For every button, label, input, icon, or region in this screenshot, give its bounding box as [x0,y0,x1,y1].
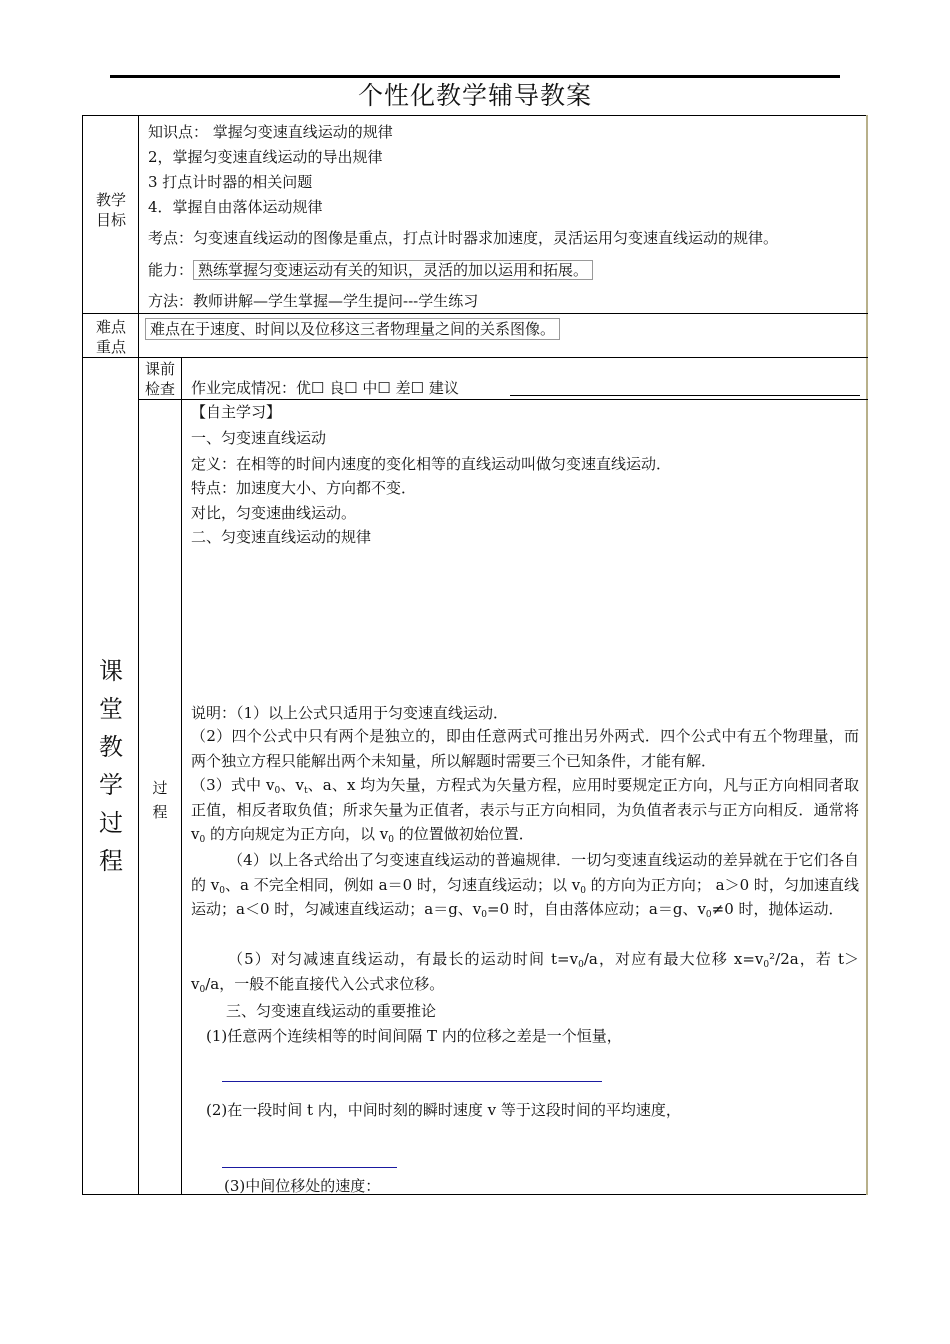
exam-point: 考点：匀变速直线运动的图像是重点，打点计时器求加速度，灵活运用匀变速直线运动的规律。 [148,229,779,247]
homework-status: 作业完成情况：优☐ 良☐ 中☐ 差☐ 建议 [191,379,459,397]
note-5: （5）对匀减速直线运动，有最长的运动时间 $t=v_0/a$，对应有最大位移 $x=v_0^2/2a$，若 $t>v_0/a$，一般不能直接代入公式求位移。 [191,950,859,995]
contrast-text: 对比，匀变速曲线运动。 [191,504,357,522]
row-divider [82,313,868,314]
method-line: 方法：教师讲解—学生掌握—学生提问---学生练习 [148,292,479,310]
column-divider [181,357,182,1195]
answer-line [222,1081,602,1082]
note-2: （2）四个公式中只有两个是独立的，即由任意两式可推出另外两式．四个公式中有五个物理量，而两个独立方程只能解出两个未知量，所以解题时需要三个已知条件，才能有解． [191,727,859,770]
note-4: （4）以上各式给出了匀变速直线运动的普遍规律．一切匀变速直线运动的差异就在于它们各自的 $v_0$、a 不完全相同，例如 a＝0 时，匀速直线运动；以 $v_0$ 的方向为正方向； a＞0 时，匀加速直线运动；a＜0 时，匀减速直线运动；a＝g、$v_0=0$ 时，自由落体应动；a＝g、$v_0\ne 0$ 时，抛体运动． [191,851,859,920]
note-3: （3）式中 $v_0$、$v_t$、a、x 均为矢量，方程式为矢量方程，应用时要规定正方向，凡与正方向相同者取正值，相反者取负值；所求矢量为正值者，表示与正方向相同，为负值者表示与正方向相反．通常将 $v_0$ 的方向规定为正方向，以 $v_0$ 的位置做初始位置． [191,776,859,845]
table-right-edge [866,115,868,1195]
definition-text: 定义：在相等的时间内速度的变化相等的直线运动叫做匀变速直线运动． [191,455,672,473]
row-divider [82,357,868,358]
difficulty-label: 难点 重点 [95,318,126,356]
difficulty-text: 难点在于速度、时间以及位移这三者物理量之间的关系图像。 [145,318,560,340]
header-rule [110,75,840,78]
objective-line: 4．掌握自由落体运动规律 [148,198,323,216]
row-divider [138,399,868,400]
objectives-label: 教学 目标 [95,191,126,229]
objective-line: 知识点： 掌握匀变速直线运动的规律 [148,123,393,141]
page-title: 个性化教学辅导教案 [357,81,592,110]
objective-line: 2，掌握匀变速直线运动的导出规律 [148,148,383,166]
answer-line [222,1167,397,1168]
note-1: 说明：（1）以上公式只适用于匀变速直线运动． [191,704,509,722]
objective-line: 3 打点计时器的相关问题 [148,173,313,191]
inference-3: (3)中间位移处的速度： [224,1177,381,1195]
ability-box: 熟练掌握匀变速运动有关的知识，灵活的加以运用和拓展。 [193,260,593,280]
self-study-heading: 【自主学习】 [191,403,282,421]
feature-text: 特点：加速度大小、方向都不变． [191,479,417,497]
classroom-process-label: 课 堂 教 学 过 程 [99,657,123,875]
section-title: 三、匀变速直线运动的重要推论 [226,1002,437,1020]
suggestion-line [510,395,860,396]
inference-2: (2)在一段时间 t 内，中间时刻的瞬时速度 v 等于这段时间的平均速度， [206,1101,681,1119]
precheck-label: 课前 检查 [144,360,175,398]
ability-line: 能力： 熟练掌握匀变速运动有关的知识，灵活的加以运用和拓展。 [148,260,593,280]
inference-1: (1)任意两个连续相等的时间间隔 T 内的位移之差是一个恒量， [206,1027,622,1045]
column-divider [138,115,139,1195]
section-title: 一、匀变速直线运动 [191,429,327,447]
process-label: 过 程 [152,779,168,821]
section-title: 二、匀变速直线运动的规律 [191,528,372,546]
